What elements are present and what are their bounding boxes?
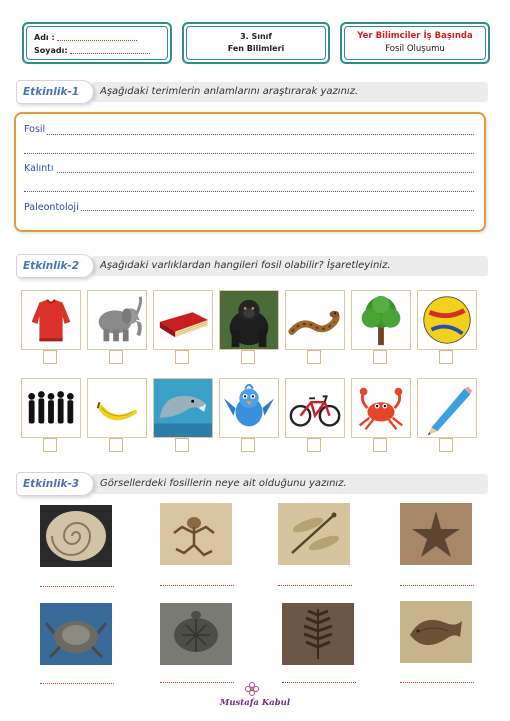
pencil-icon [417,378,477,438]
checkbox-crab[interactable] [373,438,387,452]
checkbox-dolphin[interactable] [175,438,189,452]
checkbox-ball[interactable] [439,350,453,364]
checkbox-book[interactable] [175,350,189,364]
dragonfly-fossil-icon [278,503,350,565]
fossil-answer-line[interactable] [160,585,234,586]
activity1-answer-box [14,112,486,232]
activity3-tag [16,472,94,496]
tree-icon [351,290,411,350]
elephant-icon [87,290,147,350]
checkbox-pencil[interactable] [439,438,453,452]
fossil-answer-line[interactable] [400,682,474,683]
answer-line[interactable] [24,172,474,173]
people-icon [21,378,81,438]
term-paleontoloji: Paleontoloji [24,202,79,213]
fossil-answer-line[interactable] [40,683,114,684]
checkbox-banana[interactable] [109,438,123,452]
ball-icon [417,290,477,350]
ammonite-fossil-icon [40,505,112,567]
answer-line[interactable] [24,134,474,135]
activity1-tag [16,80,94,104]
student-info-box [22,22,172,64]
answer-line[interactable] [24,210,474,211]
name-field[interactable] [57,33,137,41]
checkbox-bird[interactable] [241,438,255,452]
topic-text: Fosil Oluşumu [385,44,445,54]
surname-row[interactable] [34,46,150,55]
answer-line[interactable] [24,153,474,154]
activity3-instruction: Görsellerdeki fosillerin neye ait olduğunu yazınız. [100,478,347,489]
checkbox-people[interactable] [43,438,57,452]
activity1-tag-label: Etkinlik-1 [23,86,80,98]
fossil-answer-line[interactable] [40,586,114,587]
sweater-icon [21,290,81,350]
surname-label: Soyadı: [34,46,68,55]
snake-icon [285,290,345,350]
checkbox-sweater[interactable] [43,350,57,364]
crab-fossil-icon [40,603,112,665]
checkbox-bicycle[interactable] [307,438,321,452]
surname-field[interactable] [70,46,150,54]
activity3-instruction-bar [92,474,488,494]
banana-icon [87,378,147,438]
bicycle-icon [285,378,345,438]
dolphin-icon [153,378,213,438]
subject-text: Fen Bilimleri [227,44,285,53]
turtle-fossil-icon [160,603,232,665]
bird-icon [219,378,279,438]
term-kalinti: Kalıntı [24,163,54,174]
fossil-answer-line[interactable] [278,585,352,586]
activity2-tag [16,254,94,278]
term-fosil: Fosil [24,124,46,135]
activity2-instruction-bar [92,256,488,276]
activity1-instruction: Aşağıdaki terimlerin anlamlarını araştırarak yazınız. [100,86,359,97]
checkbox-gorilla[interactable] [241,350,255,364]
name-row[interactable] [34,33,137,42]
fern-fossil-icon [282,603,354,665]
checkbox-snake[interactable] [307,350,321,364]
frog-fossil-icon [160,503,232,565]
answer-line[interactable] [24,191,474,192]
fossil-answer-line[interactable] [400,585,474,586]
book-icon [153,290,213,350]
unit-box [340,22,490,64]
crab-icon [351,378,411,438]
activity2-instruction: Aşağıdaki varlıklardan hangileri fosil olabilir? İşaretleyiniz. [100,260,391,271]
grade-box [182,22,330,64]
flower-logo-icon [243,682,261,696]
checkbox-elephant[interactable] [109,350,123,364]
activity3-tag-label: Etkinlik-3 [23,478,80,490]
activity2-tag-label: Etkinlik-2 [23,260,80,272]
name-label: Adı : [34,33,55,42]
footer-signature [205,682,305,712]
signature-text: Mustafa Kabul [219,698,291,708]
activity1-instruction-bar [92,82,488,102]
unit-title: Yer Bilimciler İş Başında [357,31,473,41]
checkbox-tree[interactable] [373,350,387,364]
grade-text: 3. Sınıf [240,32,272,41]
gorilla-icon [219,290,279,350]
fish-fossil-icon [400,601,472,663]
starfish-fossil-icon [400,503,472,565]
